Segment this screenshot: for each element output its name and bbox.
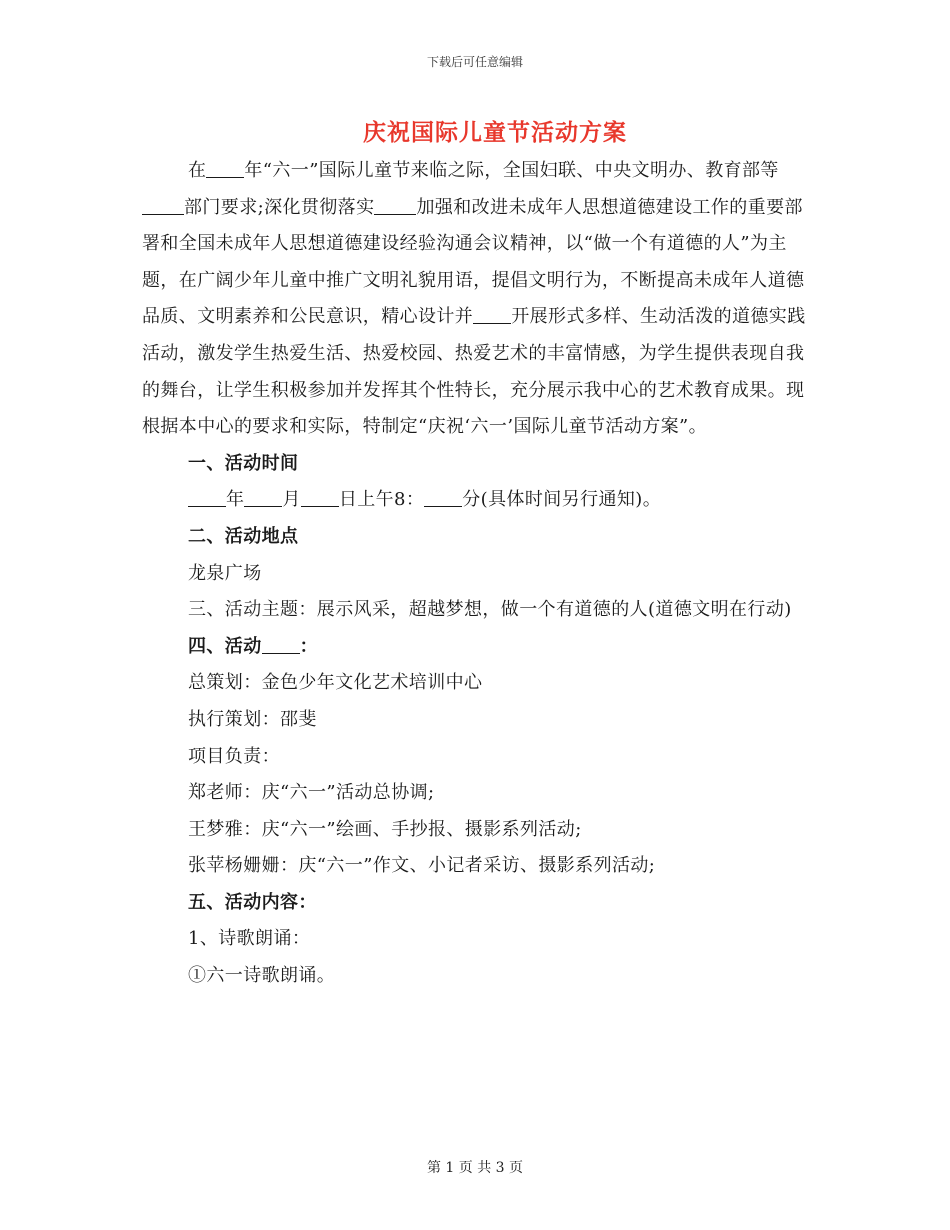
time-minute-label: 分(具体时间另行通知)。 bbox=[462, 489, 662, 511]
page-header-note: 下载后可任意编辑 bbox=[426, 55, 523, 69]
section-heading-time: 一、活动时间 bbox=[188, 452, 299, 474]
intro-text-3: 部门要求;深化贯彻落实 bbox=[184, 196, 375, 218]
org-line: 郑老师：庆“六一”活动总协调; bbox=[188, 782, 435, 804]
fill-blank bbox=[262, 634, 300, 654]
activity-place: 龙泉广场 bbox=[188, 562, 262, 584]
org-heading-text: 四、活动 bbox=[188, 635, 262, 657]
intro-text-2: 年“六一”国际儿童节来临之际，全国妇联、中央文明办、教育部等 bbox=[244, 160, 779, 181]
fill-blank bbox=[424, 487, 462, 507]
content-line: ①六一诗歌朗诵。 bbox=[188, 965, 336, 987]
org-line: 执行策划：邵斐 bbox=[188, 708, 317, 730]
section-heading-place: 二、活动地点 bbox=[188, 525, 299, 547]
time-month-label: 月 bbox=[282, 489, 301, 511]
fill-blank bbox=[374, 195, 416, 215]
section-heading-organization bbox=[142, 629, 810, 666]
intro-text-5: 开展形式多样、生动活泼的道德实践活动，激发学生热爱生活、热爱校园、热爱艺术的丰富情感，为学生提供表现自我的舞台，让学生积极参加并发挥其个性特长，充分展示我中心的艺术教育成果。现根据本中心的要求和实际，特制定“庆祝‘六一’国际儿童节活动方案”。 bbox=[142, 306, 806, 438]
time-day-label: 日上午8： bbox=[338, 489, 425, 511]
document-body bbox=[142, 153, 810, 995]
content-line: 1、诗歌朗诵： bbox=[188, 928, 311, 950]
fill-blank bbox=[142, 195, 184, 215]
section-heading-content: 五、活动内容： bbox=[188, 891, 317, 913]
page-number-footer: 第 1 页 共 3 页 bbox=[426, 1160, 524, 1176]
intro-paragraph bbox=[142, 153, 810, 446]
intro-text-1: 在 bbox=[188, 160, 207, 181]
org-line: 王梦雅：庆“六一”绘画、手抄报、摄影系列活动; bbox=[188, 818, 582, 840]
activity-time-line bbox=[142, 482, 810, 519]
time-year-label: 年 bbox=[226, 489, 245, 511]
fill-blank bbox=[473, 304, 511, 324]
org-line: 总策划：金色少年文化艺术培训中心 bbox=[188, 672, 483, 694]
document-title: 庆祝国际儿童节活动方案 bbox=[363, 120, 627, 146]
org-line: 张苹杨姗姗：庆“六一”作文、小记者采访、摄影系列活动; bbox=[188, 855, 656, 877]
fill-blank bbox=[206, 158, 244, 178]
activity-theme: 三、活动主题：展示风采，超越梦想，做一个有道德的人(道德文明在行动) bbox=[188, 599, 792, 621]
fill-blank bbox=[188, 487, 226, 507]
org-line: 项目负责： bbox=[188, 745, 280, 767]
intro-text-4: 加强和改进未成年人思想道德建设工作的重要部署和全国未成年人思想道德建设经验沟通会议精神，以“做一个有道德的人”为主题，在广阔少年儿童中推广文明礼貌用语，提倡文明行为，不断提高未成年人道德品质、文明素养和公民意识，精心设计并 bbox=[142, 196, 805, 328]
fill-blank bbox=[301, 487, 339, 507]
fill-blank bbox=[244, 487, 282, 507]
org-heading-colon: ： bbox=[299, 635, 319, 657]
